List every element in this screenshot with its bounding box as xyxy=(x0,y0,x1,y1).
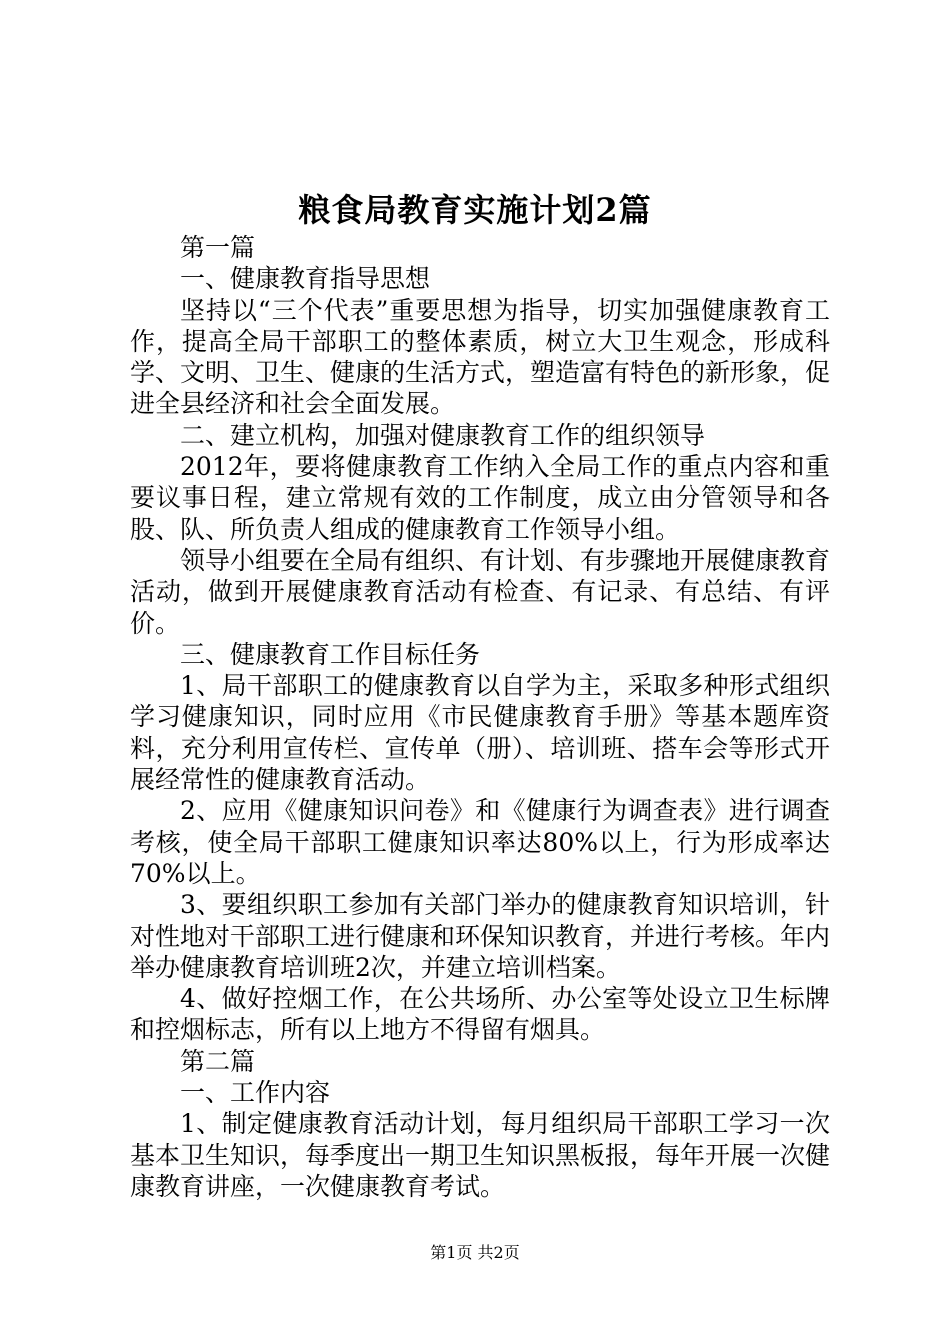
paragraph: 2012年，要将健康教育工作纳入全局工作的重点内容和重要议事日程，建立常规有效的工作制度，成立由分管领导和各股、队、所负责人组成的健康教育工作领导小组。 xyxy=(130,452,830,544)
paragraph: 3、要组织职工参加有关部门举办的健康教育知识培训，针对性地对干部职工进行健康和环保知识教育，并进行考核。年内举办健康教育培训班2次，并建立培训档案。 xyxy=(130,890,831,982)
paragraph: 坚持以“三个代表”重要思想为指导，切实加强健康教育工作，提高全局干部职工的整体素质，树立大卫生观念，形成科学、文明、卫生、健康的生活方式，塑造富有特色的新形象，促进全县经济和社会全面发展。 xyxy=(130,295,831,419)
paragraph: 一、工作内容 xyxy=(180,1078,331,1108)
paragraph: 二、建立机构，加强对健康教育工作的组织领导 xyxy=(180,420,706,450)
paragraph: 2、应用《健康知识问卷》和《健康行为调查表》进行调查考核，使全局干部职工健康知识率达80%以上，行为形成率达70%以上。 xyxy=(130,796,830,888)
paragraph: 领导小组要在全局有组织、有计划、有步骤地开展健康教育活动，做到开展健康教育活动有检查、有记录、有总结、有评价。 xyxy=(130,545,831,638)
paragraph: 第二篇 xyxy=(180,1046,256,1076)
document-body xyxy=(130,232,830,1202)
paragraph: 三、健康教育工作目标任务 xyxy=(180,639,481,669)
paragraph: 4、做好控烟工作，在公共场所、办公室等处设立卫生标牌和控烟标志，所有以上地方不得留有烟具。 xyxy=(130,984,830,1045)
paragraph: 第一篇 xyxy=(180,233,256,262)
document-title: 粮食局教育实施计划2篇 xyxy=(298,191,652,229)
paragraph: 1、制定健康教育活动计划，每月组织局干部职工学习一次基本卫生知识，每季度出一期卫生知识黑板报，每年开展一次健康教育讲座，一次健康教育考试。 xyxy=(130,1109,831,1201)
paragraph: 一、健康教育指导思想 xyxy=(180,264,431,294)
page-footer: 第1页 共2页 xyxy=(430,1243,520,1262)
paragraph: 1、局干部职工的健康教育以自学为主，采取多种形式组织学习健康知识，同时应用《市民健康教育手册》等基本题库资料，充分利用宣传栏、宣传单（册）、培训班、搭车会等形式开展经常性的健康教育活动。 xyxy=(130,671,830,795)
